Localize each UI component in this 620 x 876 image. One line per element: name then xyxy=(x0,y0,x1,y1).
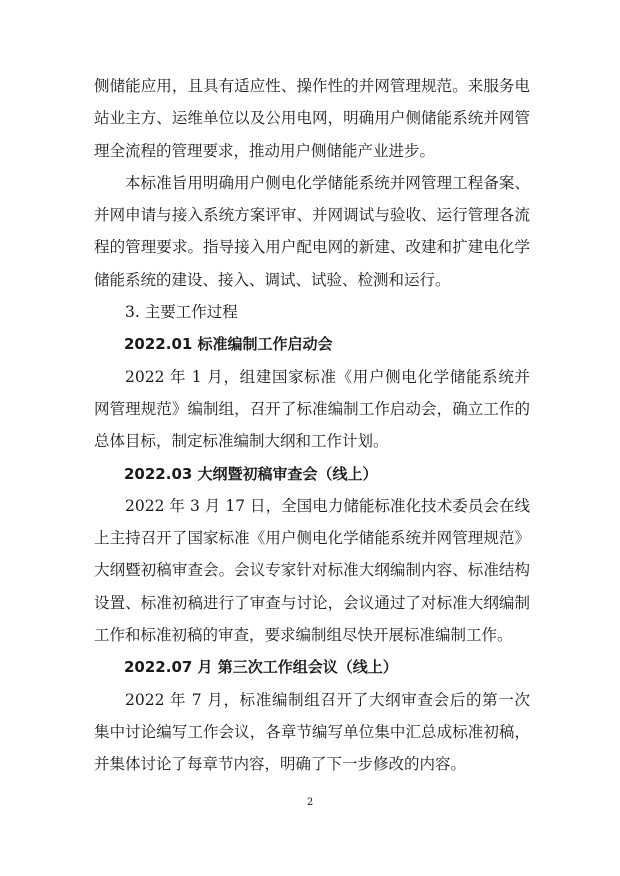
paragraph-2022-03: 2022 年 3 月 17 日，全国电力储能标准化技术委员会在线上主持召开了国家标准《用户侧电化学储能系统并网管理规范》大纲暨初稿审查会。会议专家针对标准大纲编制内容、标准结构设置、标准初稿进行了审查与讨论，会议通过了对标准大纲编制工作和标准初稿的审查，要求编制组尽快开展标准编制工作。 xyxy=(94,496,530,645)
document-body xyxy=(94,70,530,781)
section-title-work-process: 3. 主要工作过程 xyxy=(125,303,238,322)
paragraph-intro-continuation: 侧储能应用，且具有适应性、操作性的并网管理规范。来服务电站业主方、运维单位以及公用电网，明确用户侧储能系统并网管理全流程的管理要求，推动用户侧储能产业进步。 xyxy=(94,77,530,160)
paragraph-2022-07: 2022 年 7 月，标准编制组召开了大纲审查会后的第一次集中讨论编写工作会议，各章节编写单位集中汇总成标准初稿，并集体讨论了每章节内容，明确了下一步修改的内容。 xyxy=(94,690,530,774)
paragraph-purpose: 本标准旨用明确用户侧电化学储能系统并网管理工程备案、并网申请与接入系统方案评审、并网调试与验收、运行管理各流程的管理要求。指导接入用户配电网的新建、改建和扩建电化学储能系统的建设、接入、调试、试验、检测和运行。 xyxy=(94,173,530,289)
page-number: 2 xyxy=(306,797,314,808)
paragraph-2022-01: 2022 年 1 月，组建国家标准《用户侧电化学储能系统并网管理规范》编制组，召开了标准编制工作启动会，确立工作的总体目标，制定标准编制大纲和工作计划。 xyxy=(94,367,530,451)
milestone-heading-2022-01: 2022.01 标准编制工作启动会 xyxy=(124,335,333,354)
milestone-heading-2022-03: 2022.03 大纲暨初稿审查会（线上） xyxy=(124,464,378,483)
milestone-heading-2022-07: 2022.07 月 第三次工作组会议（线上） xyxy=(124,658,398,677)
